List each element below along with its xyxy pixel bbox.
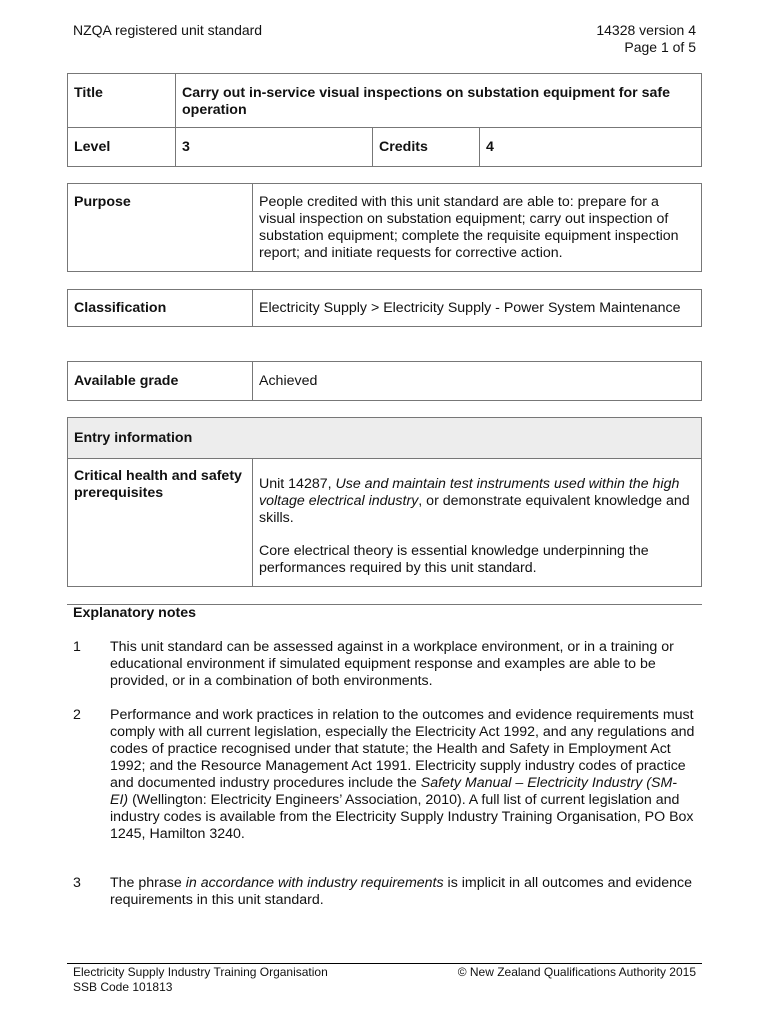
- credits-value: 4: [480, 128, 702, 167]
- level-value: 3: [176, 128, 373, 167]
- credits-label: Credits: [373, 128, 480, 167]
- document-header-meta: [596, 22, 696, 56]
- entry-information-heading: Entry information: [68, 418, 702, 459]
- title-value: Carry out in-service visual inspections on substation equipment for safe operation: [176, 74, 702, 128]
- footer-organisation: [73, 965, 328, 995]
- classification-value: Electricity Supply > Electricity Supply - Power System Maintenance: [253, 290, 702, 327]
- note-text-part: is implicit in all outcomes and evidence requirements in this unit standard.: [110, 875, 692, 908]
- prerequisites-label: Critical health and safety prerequisites: [68, 459, 253, 587]
- purpose-table: [67, 183, 702, 272]
- explanatory-notes-heading: Explanatory notes: [73, 605, 196, 621]
- available-grade-table: [67, 361, 702, 401]
- note-text: [110, 707, 695, 843]
- page-number: Page 1 of 5: [624, 39, 696, 55]
- prerequisite-unit-prefix: Unit 14287,: [259, 476, 336, 492]
- core-theory-paragraph: Core electrical theory is essential knowledge underpinning the performances required by this unit standard.: [259, 543, 649, 576]
- footer-ssb-code: SSB Code 101813: [73, 980, 173, 994]
- note-number: 3: [73, 875, 81, 891]
- explanatory-note: [73, 639, 695, 690]
- footer-org-name: Electricity Supply Industry Training Organisation: [73, 965, 328, 979]
- note-text-part: (Wellington: Electricity Engineers’ Association, 2010). A full list of current legislation and industry codes is available from the Electricity Supply Industry Training Organisation, PO Box 1245, Hamilton 3240.: [110, 792, 694, 842]
- unit-code-version: 14328 version 4: [596, 22, 696, 38]
- note-text: This unit standard can be assessed against in a workplace environment, or in a training or educational environment if simulated equipment response and examples are able to be provided, or in a combination of both environments.: [110, 639, 674, 689]
- note-text: [110, 875, 695, 909]
- note-number: 2: [73, 707, 81, 723]
- level-label: Level: [68, 128, 176, 167]
- note-text-part: The phrase: [110, 875, 186, 891]
- note-number: 1: [73, 639, 81, 655]
- entry-information-table: [67, 417, 702, 587]
- note-text-italic: in accordance with industry requirements: [185, 875, 444, 891]
- purpose-value: People credited with this unit standard are able to: prepare for a visual inspection on substation equipment; carry out inspection of substation equipment; complete the requisite equipment inspection report; and initiate requests for corrective action.: [253, 184, 702, 272]
- classification-table: [67, 289, 702, 327]
- available-grade-value: Achieved: [253, 362, 702, 401]
- note-text-italic: Safety Manual – Electricity Industry (SM-EI): [110, 775, 677, 808]
- footer-copyright: © New Zealand Qualifications Authority 2015: [457, 965, 696, 979]
- prerequisite-unit-paragraph: [259, 476, 695, 527]
- title-label: Title: [68, 74, 176, 128]
- explanatory-note: [73, 875, 695, 909]
- available-grade-label: Available grade: [68, 362, 253, 401]
- title-table: [67, 73, 702, 167]
- prerequisite-unit-suffix: , or demonstrate equivalent knowledge and skills.: [259, 493, 690, 526]
- classification-label: Classification: [68, 290, 253, 327]
- document-header-title: NZQA registered unit standard: [73, 22, 263, 38]
- purpose-label: Purpose: [68, 184, 253, 272]
- prerequisites-value: [253, 459, 702, 587]
- explanatory-note: [73, 707, 695, 843]
- note-text-part: Performance and work practices in relation to the outcomes and evidence requirements must comply with all current legislation, especially the Electricity Act 1992, and any regulations and codes of practice recognised under that statute; the Health and Safety in Employment Act 1992; and the Resource Management Act 1991. Electricity supply industry codes of practice and documented industry procedures include the: [110, 707, 695, 791]
- footer-divider: [67, 963, 702, 964]
- prerequisite-unit-title: Use and maintain test instruments used within the high voltage electrical industry: [259, 476, 680, 509]
